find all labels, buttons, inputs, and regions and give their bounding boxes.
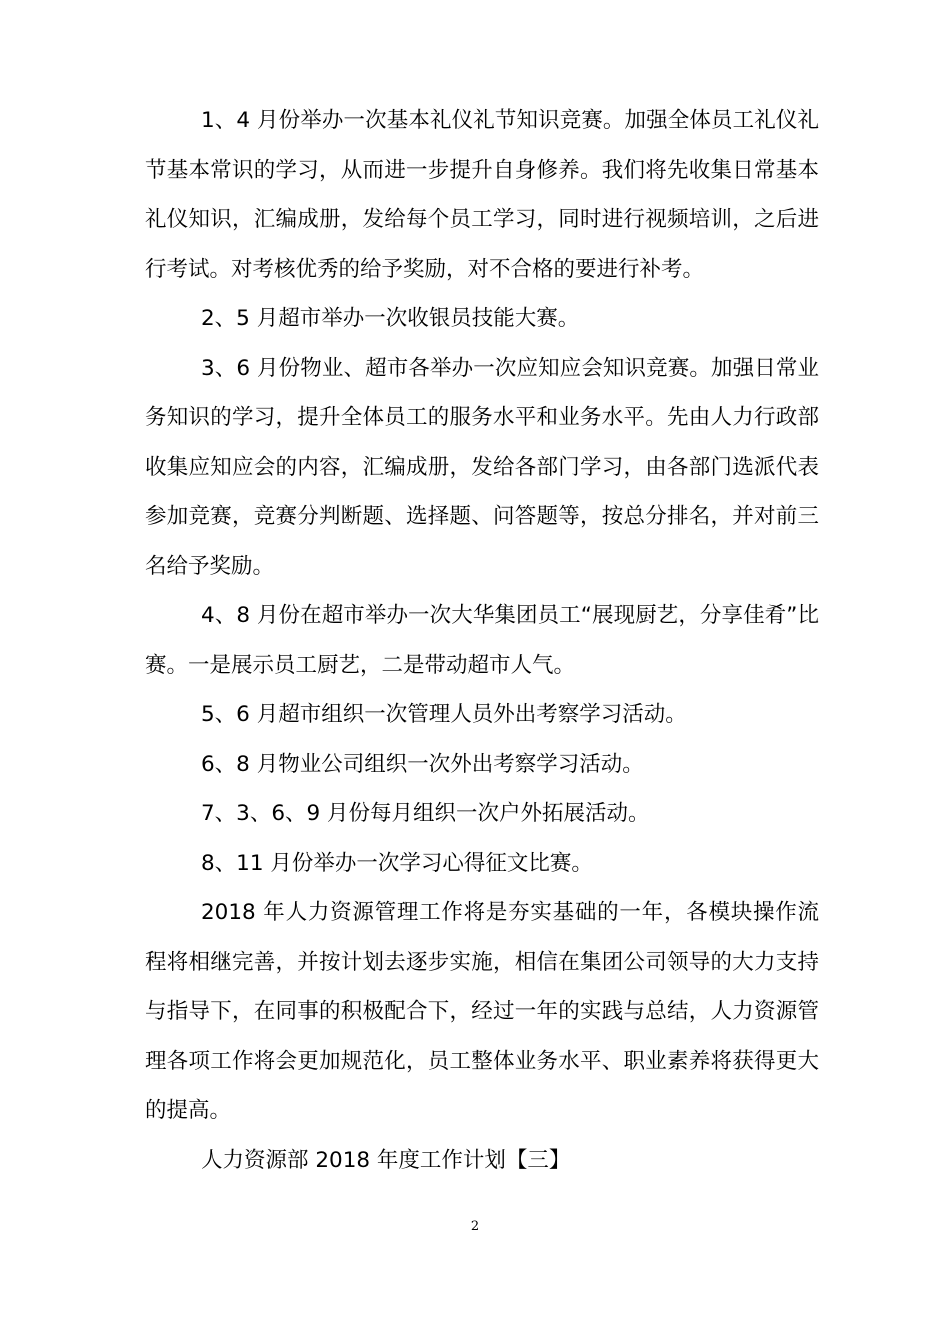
page-number: 2 [470, 1219, 480, 1234]
paragraph-item-1: 1、4 月份举办一次基本礼仪礼节知识竞赛。加强全体员工礼仪礼节基本常识的学习，从而进一步提升自身修养。我们将先收集日常基本礼仪知识，汇编成册，发给每个员工学习，同时进行视频培训，之后进行考试。对考核优秀的给予奖励，对不合格的要进行补考。 [145, 108, 819, 282]
paragraph-item-4: 4、8 月份在超市举办一次大华集团员工“展现厨艺，分享佳肴”比赛。一是展示员工厨艺，二是带动超市人气。 [145, 603, 819, 678]
paragraph-item-3: 3、6 月份物业、超市各举办一次应知应会知识竞赛。加强日常业务知识的学习，提升全体员工的服务水平和业务水平。先由人力行政部收集应知应会的内容，汇编成册，发给各部门学习，由各部门选派代表参加竞赛，竞赛分判断题、选择题、问答题等，按总分排名，并对前三名给予奖励。 [145, 355, 819, 579]
paragraph-item-6: 6、8 月物业公司组织一次外出考察学习活动。 [201, 751, 644, 777]
summary-paragraph: 2018 年人力资源管理工作将是夯实基础的一年，各模块操作流程将相继完善，并按计划去逐步实施，相信在集团公司领导的大力支持与指导下，在同事的积极配合下，经过一年的实践与总结，人力资源管理各项工作将会更加规范化，员工整体业务水平、职业素养将获得更大的提高。 [145, 900, 819, 1123]
paragraph-item-8: 8、11 月份举办一次学习心得征文比赛。 [201, 850, 593, 876]
paragraph-item-5: 5、6 月超市组织一次管理人员外出考察学习活动。 [201, 702, 687, 727]
section-heading: 人力资源部 2018 年度工作计划【三】 [201, 1147, 571, 1173]
paragraph-item-2: 2、5 月超市举办一次收银员技能大赛。 [201, 306, 580, 331]
paragraph-item-7: 7、3、6、9 月份每月组织一次户外拓展活动。 [201, 801, 650, 826]
body-text [145, 96, 819, 1185]
